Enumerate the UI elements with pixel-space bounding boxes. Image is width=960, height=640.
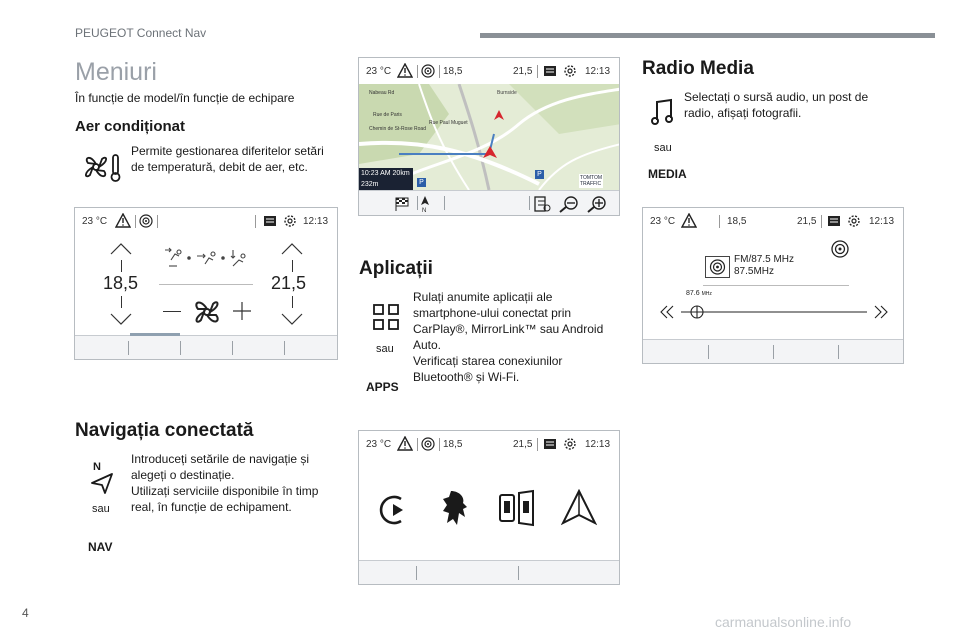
- apps-status-time: 12:13: [585, 439, 611, 450]
- radio-status-left-temp: 18,5: [727, 216, 747, 227]
- svg-text:N: N: [93, 461, 101, 473]
- warning-icon: [397, 436, 413, 451]
- messages-icon: [543, 64, 557, 78]
- radio-status-right-temp: 21,5: [797, 216, 817, 227]
- tuner-frequency: 87.6 MHz: [686, 290, 712, 297]
- destination-marker-icon: [494, 110, 504, 120]
- apps-title: Aplicații: [359, 258, 433, 279]
- nav-desc-line3: Utilizați serviciile disponibile în timp: [131, 484, 319, 498]
- nav-desc-line2: alegeți o destinație.: [131, 468, 235, 482]
- ac-desc-line1: Permite gestionarea diferitelor setări: [131, 144, 324, 158]
- nav-arrow-icon: [88, 460, 116, 494]
- compass-north-icon[interactable]: [419, 195, 431, 213]
- warning-icon: [397, 63, 413, 78]
- settings-icon: [282, 213, 298, 229]
- tomtom-traffic-logo: TOMTOM TRAFFIC: [580, 175, 603, 187]
- fan-increase-icon[interactable]: [233, 302, 251, 320]
- zoom-in-icon[interactable]: [587, 195, 607, 213]
- station-frequency: 87.5MHz: [734, 266, 775, 277]
- apps-desc-line4: Auto.: [413, 338, 442, 352]
- nav-desc-line1: Introduceți setările de navigație și: [131, 452, 310, 466]
- apps-grid-icon: [372, 303, 400, 331]
- apps-desc-line6: Bluetooth® și Wi-Fi.: [413, 370, 520, 384]
- settings-icon: [562, 436, 578, 452]
- page-number: 4: [22, 606, 29, 620]
- ac-bottom-bar: [75, 335, 337, 359]
- left-temp-up-icon[interactable]: [109, 242, 133, 256]
- zoom-out-icon[interactable]: [559, 195, 579, 213]
- watermark: carmanualsonline.info: [715, 614, 852, 630]
- warning-icon: [681, 213, 697, 228]
- map-street: Chemin de St-Rose Road: [369, 126, 426, 132]
- map-settings-icon[interactable]: [533, 195, 551, 213]
- menus-subtitle: În funcție de model/în funcție de echipare: [75, 91, 295, 105]
- ac-title: Aer condiționat: [75, 118, 186, 135]
- menus-title: Meniuri: [75, 58, 157, 86]
- apps-status-bar: [359, 431, 619, 457]
- apps-screen: [358, 430, 620, 585]
- tuner-slider[interactable]: [659, 304, 889, 320]
- radio-status-bar: [643, 208, 903, 234]
- apps-desc-line5: Verificați starea conexiunilor: [413, 354, 563, 368]
- apps-desc-line3: CarPlay®, MirrorLink™ sau Android: [413, 322, 604, 336]
- radio-button-label: MEDIA: [648, 167, 687, 181]
- radio-status-time: 12:13: [869, 216, 895, 227]
- nav-or-label: sau: [92, 503, 110, 515]
- map-place: Burnside: [497, 90, 517, 96]
- map-street: Rue Paul Muguet: [429, 120, 468, 126]
- position-marker-icon: [483, 146, 497, 158]
- header-title: PEUGEOT Connect Nav: [75, 26, 207, 40]
- map-status-bar: [359, 58, 619, 84]
- right-temp-down-icon[interactable]: [280, 312, 304, 326]
- connectivity-icon: [139, 214, 153, 228]
- airflow-modes-icon[interactable]: [159, 246, 259, 270]
- apps-status-left-temp: 18,5: [443, 439, 463, 450]
- header-rule: [480, 33, 935, 38]
- parking-icon: P: [417, 178, 426, 187]
- apps-desc-line2: smartphone-ului conectat prin: [413, 306, 572, 320]
- carplay-icon[interactable]: [377, 493, 411, 527]
- route-info-panel: [359, 168, 413, 190]
- apps-status-temp: 23 °C: [366, 439, 392, 450]
- messages-icon: [827, 214, 841, 228]
- ac-desc-line2: de temperatură, debit de aer, etc.: [131, 160, 308, 174]
- svg-text:N: N: [422, 208, 427, 213]
- mirrorlink-icon[interactable]: [497, 489, 537, 527]
- radio-screen: [642, 207, 904, 364]
- map-time-label: 10:23 AM: [361, 170, 391, 177]
- map-screen: [358, 57, 620, 216]
- right-temperature: 21,5: [271, 273, 307, 293]
- map-street: Nabeau Rd: [369, 90, 395, 96]
- station-logo: [705, 256, 730, 278]
- radio-bottom-bar: [643, 339, 903, 363]
- music-note-icon: [651, 98, 675, 126]
- map-toolbar: [359, 190, 620, 216]
- left-temperature: 18,5: [103, 273, 139, 293]
- map-status-time: 12:13: [585, 66, 611, 77]
- nav-desc-line4: real, în funcție de echipament.: [131, 500, 292, 514]
- android-auto-icon[interactable]: [561, 489, 597, 527]
- apps-desc-line1: Rulați anumite aplicații ale: [413, 290, 553, 304]
- apps-bottom-bar: [359, 560, 619, 584]
- nav-title: Navigația conectată: [75, 420, 254, 441]
- settings-icon: [846, 213, 862, 229]
- fan-temp-icon: [80, 150, 126, 189]
- warning-icon: [115, 213, 131, 228]
- map-status-temp: 23 °C: [366, 66, 392, 77]
- apps-status-right-temp: 21,5: [513, 439, 533, 450]
- radio-desc-line1: Selectați o sursă audio, un post de: [684, 90, 869, 104]
- radio-or-label: sau: [654, 142, 672, 154]
- settings-icon: [562, 63, 578, 79]
- messages-icon: [263, 214, 277, 228]
- map-street: Rue de Paris: [373, 112, 402, 118]
- map-status-right-temp: 21,5: [513, 66, 533, 77]
- connectivity-icon: [421, 437, 435, 451]
- map-status-left-temp: 18,5: [443, 66, 463, 77]
- map-next-dist: 232m: [361, 181, 379, 188]
- ac-status-temp: 23 °C: [82, 216, 108, 227]
- radio-signal-icon[interactable]: [831, 240, 849, 258]
- nav-button-label: NAV: [88, 540, 113, 554]
- radio-title: Radio Media: [642, 58, 754, 79]
- peugeot-lion-icon[interactable]: [439, 489, 471, 527]
- apps-button-label: APPS: [366, 380, 399, 394]
- ac-status-time: 12:13: [303, 216, 329, 227]
- fan-icon: [191, 296, 223, 328]
- ac-status-bar: [75, 208, 337, 234]
- broadcast-icon: [706, 257, 729, 277]
- connectivity-icon: [421, 64, 435, 78]
- radio-status-temp: 23 °C: [650, 216, 676, 227]
- map-view[interactable]: [359, 84, 620, 190]
- right-temp-up-icon[interactable]: [280, 242, 304, 256]
- map-dist-label: 20km: [392, 170, 410, 177]
- fan-decrease-icon[interactable]: [163, 311, 181, 312]
- left-temp-down-icon[interactable]: [109, 312, 133, 326]
- ac-screen: [74, 207, 338, 360]
- checkered-flag-icon[interactable]: [395, 197, 409, 211]
- messages-icon: [543, 437, 557, 451]
- radio-desc-line2: radio, afișați fotografii.: [684, 106, 802, 120]
- parking-icon: P: [535, 170, 544, 179]
- station-name: FM/87.5 MHz: [734, 254, 795, 265]
- apps-or-label: sau: [376, 343, 394, 355]
